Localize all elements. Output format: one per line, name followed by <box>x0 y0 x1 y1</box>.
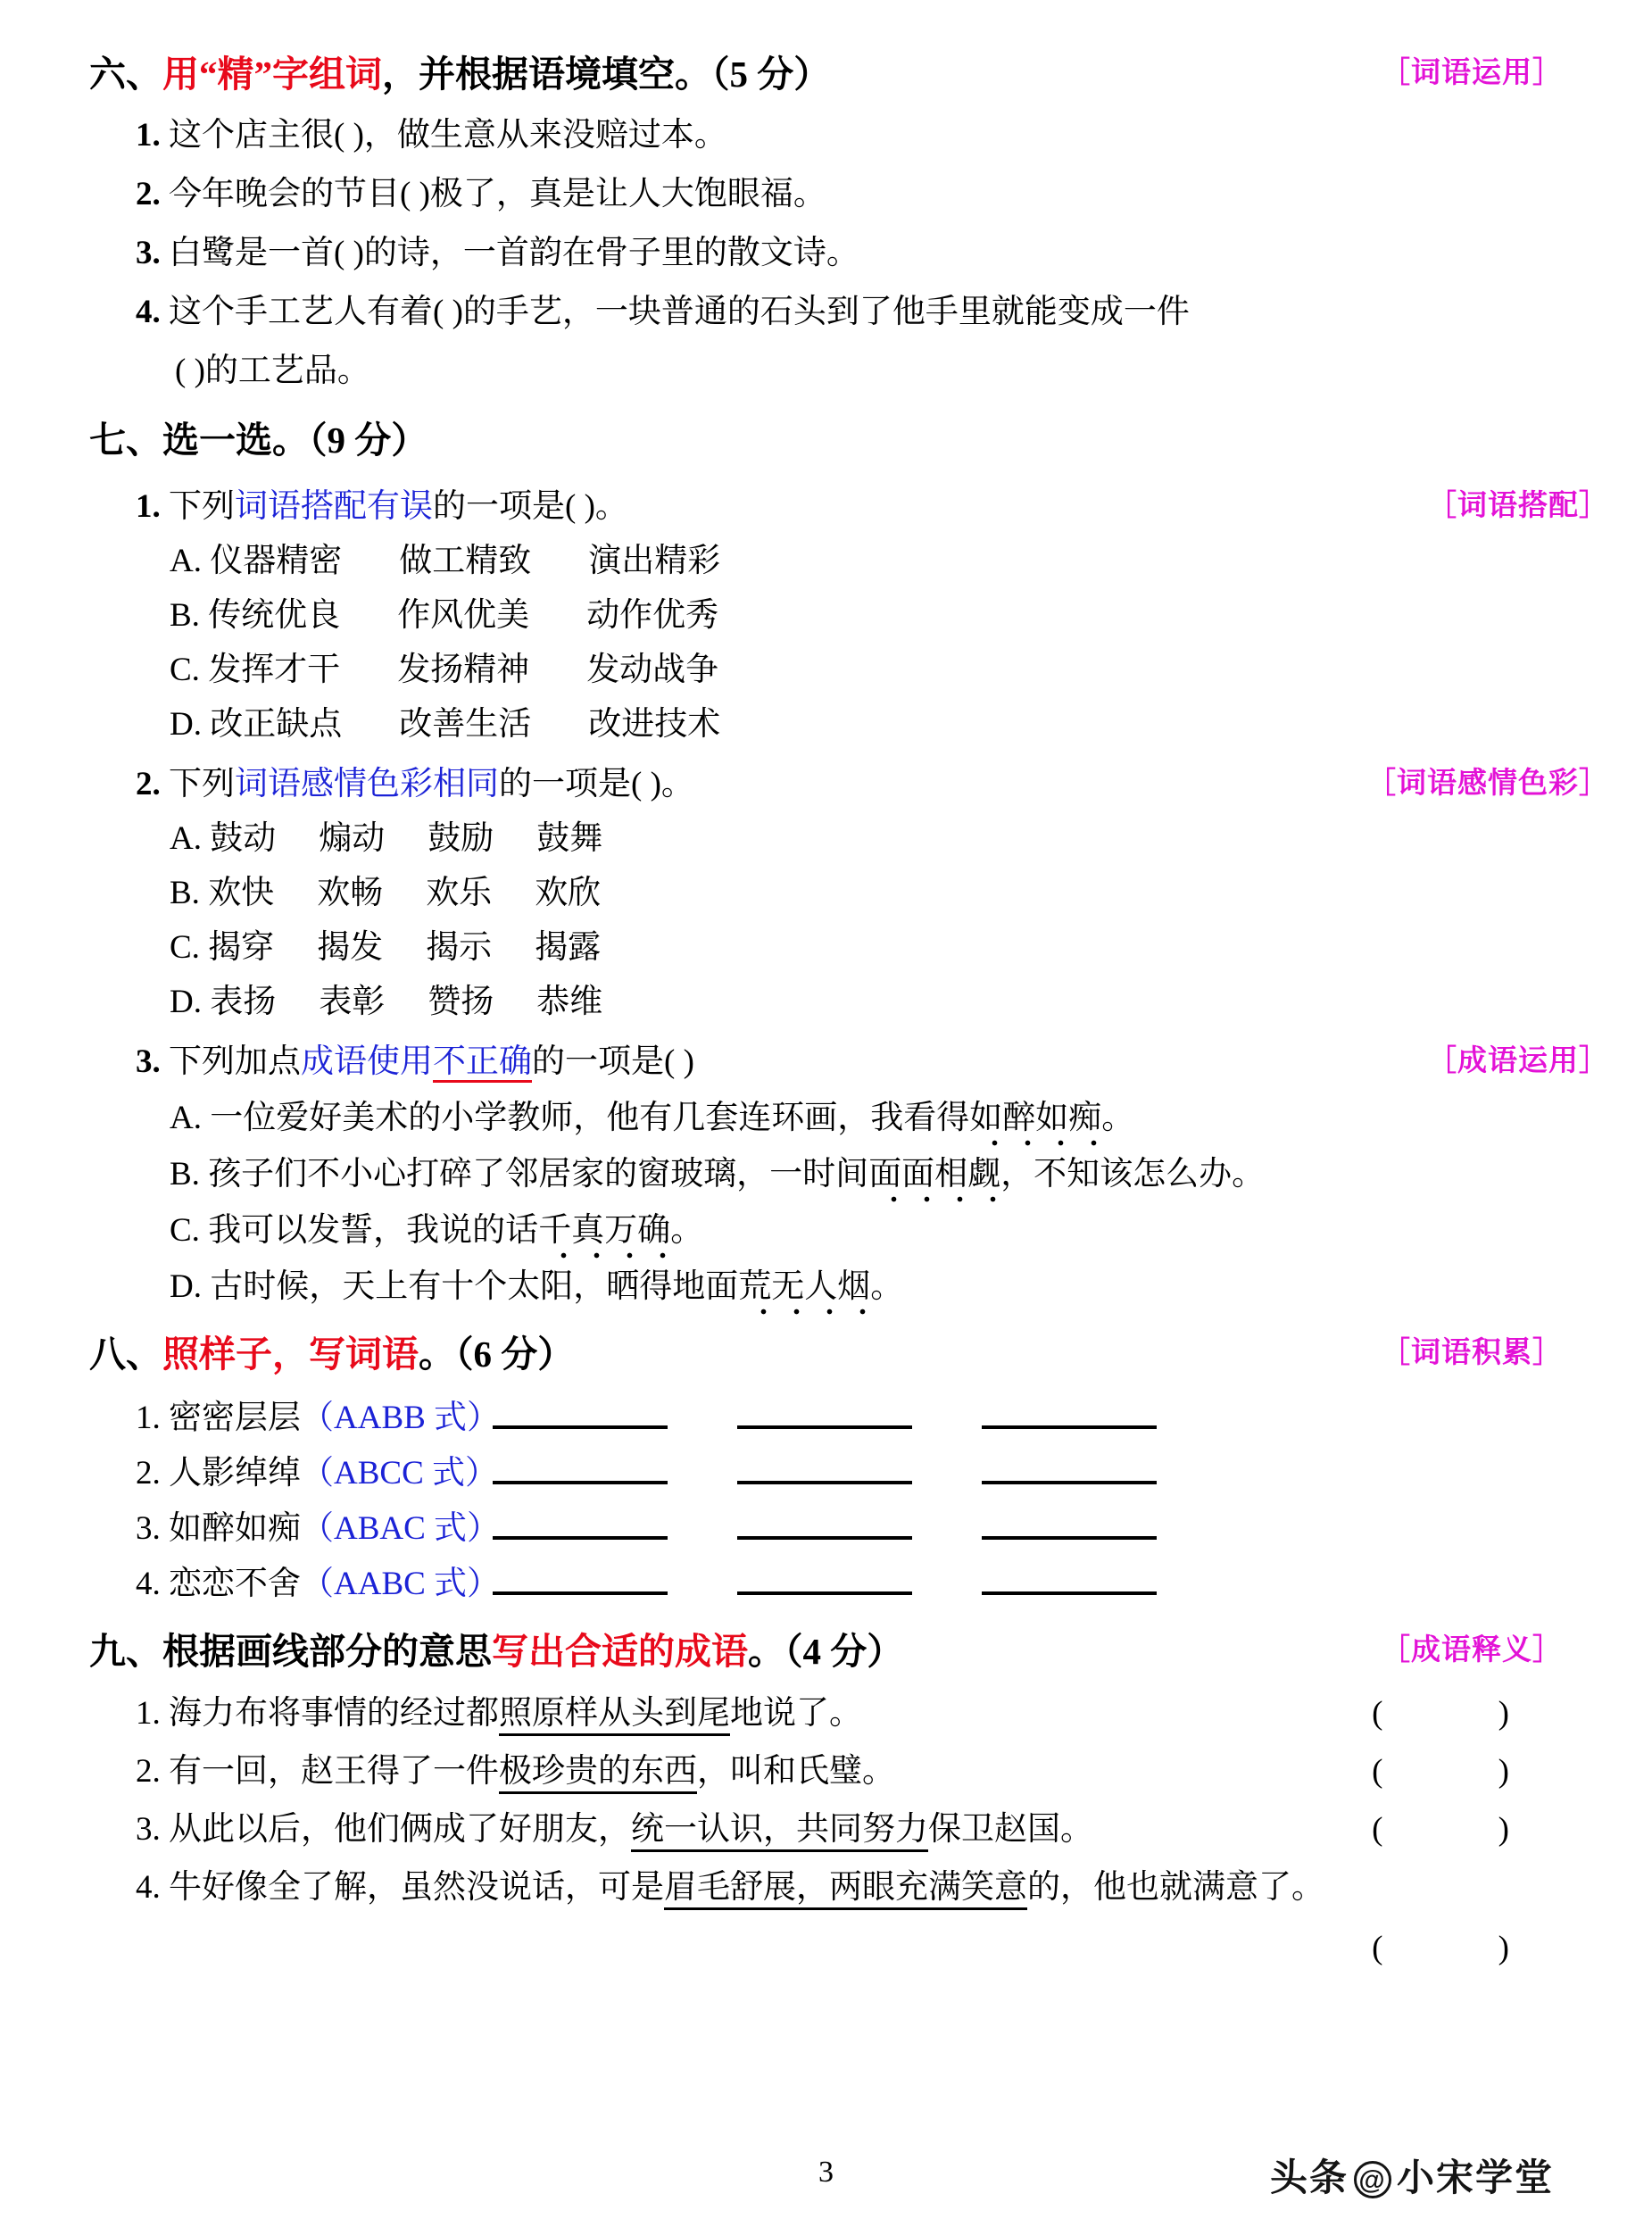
q7-1-option-a-col1: 仪器精密 <box>210 543 343 580</box>
q7-2-lead: 下列 <box>169 766 235 803</box>
section-eight-title-rest: 。 <box>419 1334 455 1375</box>
q7-2-option-b-col1: 欢快 <box>208 875 275 912</box>
q6-item-3-text: 白鹭是一首( )的诗，一首韵在骨子里的散文诗。 <box>169 235 859 272</box>
q7-1-option-a-col2: 做工精致 <box>399 543 532 580</box>
section-six-tag: ［词语运用］ <box>1381 57 1563 89</box>
q7-3-tail: 的一项是( ) <box>532 1043 694 1081</box>
q9-item-1-post: 地说了。 <box>730 1694 862 1732</box>
q8-item-2-pattern: （ABCC 式） <box>301 1455 499 1492</box>
q8-item-3 <box>136 1509 1563 1548</box>
q7-2-option-b-label: B. <box>170 875 200 912</box>
q8-item-1-blanks <box>493 1399 1157 1434</box>
q7-1-tag: ［词语搭配］ <box>1427 490 1609 523</box>
q8-item-3-label <box>136 1510 501 1548</box>
q7-1-keyword: 词语搭配有误 <box>235 488 433 526</box>
q9-item-2-num: 2. <box>136 1752 161 1790</box>
q7-1-option-c-col3: 发动战争 <box>586 652 719 689</box>
at-icon: @ <box>1354 2161 1391 2198</box>
section-seven-title: 选一选。 <box>162 420 309 461</box>
q7-2-option-c-col3: 揭示 <box>426 929 493 967</box>
q7-3-num: 3. <box>136 1043 161 1081</box>
q9-item-1-num: 1. <box>136 1694 161 1732</box>
q8-item-2-blanks <box>493 1454 1157 1490</box>
q7-1-option-b-col3: 动作优秀 <box>586 597 719 635</box>
q7-1-option-d-col2: 改善生活 <box>399 706 532 744</box>
section-six-score: （5 分） <box>711 54 831 95</box>
q8-item-4-blanks <box>493 1565 1157 1600</box>
q7-2-option-c-col1: 揭穿 <box>208 929 275 967</box>
answer-blank[interactable] <box>493 1509 668 1540</box>
section-six-index: 六、 <box>89 54 162 95</box>
q7-2-option-d-col2: 表彰 <box>319 984 386 1021</box>
q8-item-3-blanks <box>493 1509 1157 1545</box>
q7-3-option-d-idiom: 荒无人烟 <box>738 1268 871 1306</box>
q7-2-option-b-col4: 欢欣 <box>535 875 602 912</box>
answer-blank[interactable] <box>737 1454 912 1484</box>
q7-2-option-c-col2: 揭发 <box>317 929 384 967</box>
q7-3-option-d-pre: 古时候，天上有十个太阳，晒得地面 <box>210 1268 739 1306</box>
q8-item-3-num: 3. <box>136 1510 161 1548</box>
section-eight-index: 八、 <box>89 1334 162 1375</box>
q7-3-option-a-idiom: 如醉如痴 <box>969 1100 1102 1137</box>
q7-3-option-b-label: B. <box>170 1156 200 1193</box>
q7-2-option-b-col2: 欢畅 <box>317 875 384 912</box>
section-nine-index: 九、 <box>89 1631 162 1673</box>
q7-3-option-b[interactable] <box>170 1158 1563 1191</box>
q8-item-2-word: 人影绰绰 <box>169 1455 301 1492</box>
section-seven-score: （9 分） <box>309 420 428 461</box>
watermark <box>1270 2148 1554 2202</box>
q7-3-option-a-post: 。 <box>1101 1100 1135 1137</box>
section-nine-score: （4 分） <box>784 1631 904 1673</box>
q9-item-1-underlined: 照原样从头到尾 <box>499 1695 730 1736</box>
q7-1-option-c-col1: 发挥才干 <box>208 652 341 689</box>
answer-blank[interactable] <box>737 1565 912 1595</box>
q7-2-option-a-col1: 鼓动 <box>210 820 277 858</box>
section-nine-title-plain: 根据画线部分的意思 <box>162 1631 492 1673</box>
section-six-heading <box>89 54 1563 96</box>
q7-2-option-c-col4: 揭露 <box>535 929 602 967</box>
q6-item-1 <box>136 119 1563 152</box>
q9-item-4-answer-paren[interactable]: ( ) <box>1372 1929 1563 1966</box>
q7-1-option-a-col3: 演出精彩 <box>588 543 721 580</box>
q7-1-option-c-label: C. <box>170 652 200 689</box>
q7-3-keyword: 成语使用 <box>301 1043 433 1081</box>
q8-item-2-num: 2. <box>136 1455 161 1492</box>
q6-item-2-text: 今年晚会的节目( )极了，真是让人大饱眼福。 <box>169 176 826 213</box>
q7-3 <box>136 1043 1609 1081</box>
q7-2-option-a-col3: 鼓励 <box>428 820 494 858</box>
q9-item-4-pre: 牛好像全了解，虽然没说话，可是 <box>169 1868 664 1906</box>
q9-item-4-post: 的，他也就满意了。 <box>1027 1868 1324 1906</box>
q7-3-option-b-idiom: 面面相觑 <box>868 1156 1001 1193</box>
q6-item-4-cont <box>175 353 1563 390</box>
q7-3-option-a-pre: 一位爱好美术的小学教师，他有几套连环画，我看得 <box>210 1100 970 1137</box>
answer-blank[interactable] <box>737 1509 912 1540</box>
q7-1-option-d-label: D. <box>170 706 202 744</box>
q8-item-1-pattern: （AABB 式） <box>301 1400 501 1437</box>
q7-2-option-d-label: D. <box>170 984 202 1021</box>
q7-3-option-a[interactable] <box>170 1100 1563 1137</box>
section-eight-heading <box>89 1334 1563 1375</box>
q7-3-tag: ［成语运用］ <box>1427 1045 1609 1078</box>
section-eight-tag: ［词语积累］ <box>1381 1337 1563 1370</box>
q7-1-option-d[interactable] <box>170 706 1563 744</box>
answer-blank[interactable] <box>982 1565 1157 1595</box>
q7-1-option-d-col1: 改正缺点 <box>210 706 343 744</box>
q9-item-1 <box>136 1694 1563 1732</box>
section-nine-heading <box>89 1631 1563 1673</box>
q7-2-option-a-col2: 煽动 <box>319 820 386 858</box>
q7-3-option-c-post: 。 <box>670 1212 704 1250</box>
q7-1-option-b[interactable] <box>170 597 1563 635</box>
answer-blank[interactable] <box>493 1454 668 1484</box>
q9-item-2-answer-paren[interactable]: ( ) <box>1372 1752 1563 1790</box>
q7-3-option-d[interactable] <box>170 1268 1563 1306</box>
section-eight-score: （6 分） <box>455 1334 575 1375</box>
q9-item-2-underlined: 极珍贵的东西 <box>499 1753 697 1794</box>
q7-2-option-b-col3: 欢乐 <box>426 875 493 912</box>
q7-3-option-c-idiom: 千真万确 <box>538 1212 671 1250</box>
q9-item-1-answer-paren[interactable]: ( ) <box>1372 1694 1563 1732</box>
q9-item-4 <box>136 1868 1563 1906</box>
q8-item-1-word: 密密层层 <box>169 1400 301 1437</box>
section-seven-heading <box>89 420 1563 461</box>
q7-3-lead: 下列加点 <box>169 1043 301 1081</box>
q8-item-4-pattern: （AABC 式） <box>301 1566 501 1603</box>
q7-2-tail: 的一项是( )。 <box>499 766 694 803</box>
q9-item-4-underlined: 眉毛舒展，两眼充满笑意 <box>664 1869 1027 1910</box>
q8-item-4-word: 恋恋不舍 <box>169 1566 301 1603</box>
q7-3-option-d-label: D. <box>170 1268 202 1306</box>
q7-2-option-d[interactable] <box>170 984 1563 1021</box>
q7-2-option-a-label: A. <box>170 820 202 858</box>
q9-item-2-pre: 有一回，赵王得了一件 <box>169 1752 499 1790</box>
q7-2-option-d-col1: 表扬 <box>210 984 277 1021</box>
q9-item-3-post: 保卫赵国。 <box>928 1810 1093 1848</box>
watermark-name: 小宋学堂 <box>1396 2156 1554 2198</box>
q8-item-2 <box>136 1454 1563 1490</box>
q6-item-3 <box>136 237 1563 270</box>
q7-3-option-a-label: A. <box>170 1100 202 1137</box>
q6-item-3-num: 3. <box>136 235 161 272</box>
q9-item-3-underlined: 统一认识，共同努力 <box>631 1811 928 1852</box>
q7-2-option-d-col4: 恭维 <box>536 984 603 1021</box>
q6-item-2 <box>136 178 1563 211</box>
q7-1-lead: 下列 <box>169 488 235 526</box>
q8-item-1 <box>136 1399 1563 1437</box>
q7-1-option-b-col2: 作风优美 <box>397 597 530 635</box>
q7-2-option-d-col3: 赞扬 <box>428 984 494 1021</box>
q6-item-1-num: 1. <box>136 117 161 154</box>
q6-item-4-cont-text: ( )的工艺品。 <box>175 353 370 390</box>
q6-item-2-num: 2. <box>136 176 161 213</box>
q9-item-3-answer-paren[interactable]: ( ) <box>1372 1810 1563 1848</box>
answer-blank[interactable] <box>737 1399 912 1429</box>
q7-1-option-b-label: B. <box>170 597 200 635</box>
section-six-title-rest: ，并根据语境填空。 <box>382 54 711 95</box>
q9-item-3-pre: 从此以后，他们俩成了好朋友， <box>169 1810 631 1848</box>
q7-1-option-a-label: A. <box>170 543 202 580</box>
q8-item-4 <box>136 1565 1563 1603</box>
q7-3-option-c-pre: 我可以发誓，我说的话 <box>208 1212 539 1250</box>
q7-1-option-a[interactable] <box>170 544 1563 578</box>
q7-3-option-c-label: C. <box>170 1212 200 1250</box>
q7-1 <box>136 488 1609 526</box>
q7-1-num: 1. <box>136 488 161 526</box>
q7-2-num: 2. <box>136 766 161 803</box>
q7-3-option-c[interactable] <box>170 1212 1563 1250</box>
section-six-title-red: 用“精”字组词 <box>162 54 382 95</box>
q6-item-4-num: 4. <box>136 294 161 331</box>
answer-blank[interactable] <box>493 1565 668 1595</box>
q7-2-option-a-col4: 鼓舞 <box>536 820 603 858</box>
section-nine-tag: ［成语释义］ <box>1381 1634 1563 1667</box>
q7-2-keyword: 词语感情色彩相同 <box>235 766 499 803</box>
q7-3-option-b-post: ，不知该怎么办。 <box>1000 1156 1266 1193</box>
q7-2-option-c[interactable] <box>170 929 1563 967</box>
q9-item-4-num: 4. <box>136 1868 161 1906</box>
q8-item-3-word: 如醉如痴 <box>169 1510 301 1548</box>
page-number: 3 <box>818 2156 834 2189</box>
q7-2 <box>136 766 1609 803</box>
q6-item-1-text: 这个店主很( )，做生意从来没赔过本。 <box>169 117 727 154</box>
q9-item-2-post: ，叫和氏璧。 <box>697 1752 895 1790</box>
answer-blank[interactable] <box>982 1399 1157 1429</box>
q6-item-4-text: 这个手工艺人有着( )的手艺，一块普通的石头到了他手里就能变成一件 <box>169 294 1190 331</box>
section-seven-index: 七、 <box>89 420 162 461</box>
q7-1-option-c[interactable] <box>170 652 1563 689</box>
answer-blank[interactable] <box>982 1509 1157 1540</box>
q9-item-3 <box>136 1810 1563 1848</box>
q8-item-1-num: 1. <box>136 1400 161 1437</box>
section-nine-title-tail: 。 <box>748 1631 784 1673</box>
section-eight-title-red: 照样子，写词语 <box>162 1334 419 1375</box>
q7-1-option-c-col2: 发扬精神 <box>397 652 530 689</box>
q7-1-option-d-col3: 改进技术 <box>588 706 721 744</box>
answer-blank[interactable] <box>493 1399 668 1429</box>
q8-item-4-label <box>136 1566 501 1603</box>
q7-2-option-a[interactable] <box>170 820 1563 858</box>
q7-3-option-b-pre: 孩子们不小心打碎了邻居家的窗玻璃，一时间 <box>208 1156 869 1193</box>
watermark-prefix: 头条 <box>1269 2156 1349 2198</box>
q7-1-tail: 的一项是( )。 <box>433 488 628 526</box>
q9-item-2 <box>136 1752 1563 1790</box>
q6-item-4 <box>136 294 1563 331</box>
q9-item-1-pre: 海力布将事情的经过都 <box>169 1694 499 1732</box>
q7-2-option-b[interactable] <box>170 877 1563 910</box>
q8-item-1-label <box>136 1400 501 1437</box>
q9-item-3-num: 3. <box>136 1810 161 1848</box>
q7-3-keyword-underlined: 不正确 <box>433 1043 532 1083</box>
q7-2-option-c-label: C. <box>170 929 200 967</box>
q7-2-tag: ［词语感情色彩］ <box>1366 768 1609 801</box>
q7-3-option-d-post: 。 <box>870 1268 904 1306</box>
section-nine-title-red: 写出合适的成语 <box>492 1631 748 1673</box>
q8-item-3-pattern: （ABAC 式） <box>301 1510 501 1548</box>
q8-item-4-num: 4. <box>136 1566 161 1603</box>
answer-blank[interactable] <box>982 1454 1157 1484</box>
q8-item-2-label <box>136 1455 499 1492</box>
q7-1-option-b-col1: 传统优良 <box>208 597 341 635</box>
